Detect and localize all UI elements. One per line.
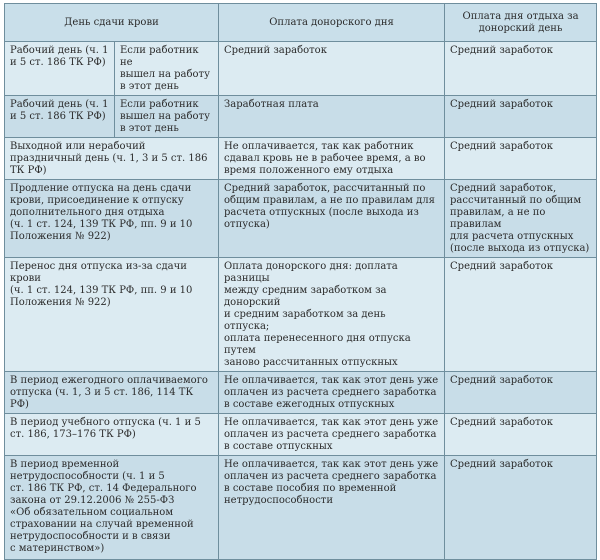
cell-day: Выходной или нерабочий праздничный день (ч. 1, 3 и 5 ст. 186 ТК РФ) [5,138,219,180]
cell-rest: Средний заработок [445,42,597,96]
cell-day: В период ежегодного оплачиваемого отпуска (ч. 1, 3 и 5 ст. 186, 114 ТК РФ) [5,372,219,414]
table-row [5,42,597,96]
cell-rest: Средний заработок, рассчитанный по общим правилам, а не по правилам для расчета отпускных (после выхода из отпуска) [445,180,597,258]
cell-pay: Средний заработок [219,42,445,96]
cell-pay: Оплата донорского дня: доплата разницы между средним заработком за донорский и средним заработком за день отпуска; оплата перенесенного дня отпуска путем заново рассчитанных отпускных [219,258,445,372]
cell-rest: Средний заработок [445,96,597,138]
cell-condition: Если работник не вышел на работу в этот день [115,42,219,96]
cell-pay: Не оплачивается, так как этот день уже оплачен из расчета среднего заработка в составе ежегодных отпускных [219,372,445,414]
cell-pay: Средний заработок, рассчитанный по общим правилам, а не по правилам для расчета отпускных (после выхода из отпуска) [219,180,445,258]
cell-rest: Средний заработок [445,138,597,180]
table-row [5,138,597,180]
cell-pay: Не оплачивается, так как этот день уже оплачен из расчета среднего заработка в составе отпускных [219,414,445,456]
header-rest: Оплата дня отдыха за донорский день [445,4,597,42]
cell-rest: Средний заработок [445,456,597,560]
cell-condition: Если работник вышел на работу в этот день [115,96,219,138]
cell-rest: Средний заработок [445,258,597,372]
header-pay: Оплата донорского дня [219,4,445,42]
table-row [5,180,597,258]
cell-pay: Не оплачивается, так как этот день уже оплачен из расчета среднего заработка в составе пособия по временной нетрудоспособности [219,456,445,560]
cell-day: Рабочий день (ч. 1 и 5 ст. 186 ТК РФ) [5,96,115,138]
cell-rest: Средний заработок [445,372,597,414]
cell-day: В период временной нетрудоспособности (ч. 1 и 5 ст. 186 ТК РФ, ст. 14 Федерального закона от 29.12.2006 № 255-ФЗ «Об обязательном социальном страховании на случай временной нетрудоспособности и в связи с материнством») [5,456,219,560]
donor-day-payment-table [4,3,597,560]
table-row [5,372,597,414]
table-row [5,414,597,456]
cell-day: В период учебного отпуска (ч. 1 и 5 ст. 186, 173–176 ТК РФ) [5,414,219,456]
table-row [5,96,597,138]
table-row [5,456,597,560]
header-day: День сдачи крови [5,4,219,42]
header-row [5,4,597,42]
cell-day: Рабочий день (ч. 1 и 5 ст. 186 ТК РФ) [5,42,115,96]
table-row [5,258,597,372]
cell-day: Продление отпуска на день сдачи крови, присоединение к отпуску дополнительного дня отдыха (ч. 1 ст. 124, 139 ТК РФ, пп. 9 и 10 Положения № 922) [5,180,219,258]
cell-rest: Средний заработок [445,414,597,456]
cell-pay: Заработная плата [219,96,445,138]
cell-day: Перенос дня отпуска из-за сдачи крови (ч. 1 ст. 124, 139 ТК РФ, пп. 9 и 10 Положения № 922) [5,258,219,372]
cell-pay: Не оплачивается, так как работник сдавал кровь не в рабочее время, а во время положенного ему отдыха [219,138,445,180]
